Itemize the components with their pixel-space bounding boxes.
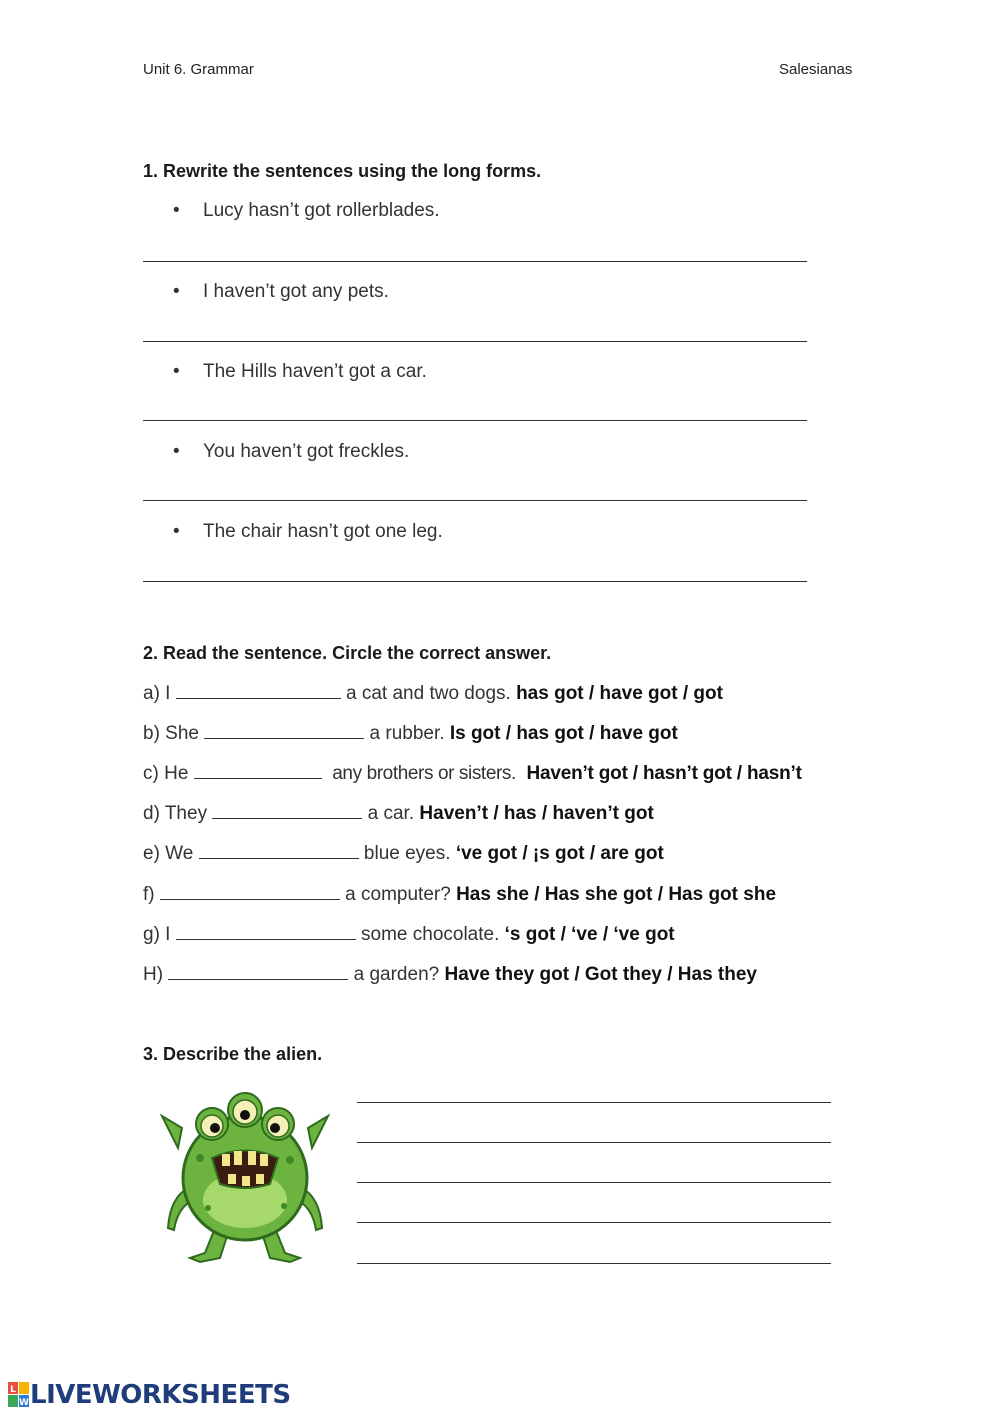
section2-title: 2. Read the sentence. Circle the correct answer.	[143, 643, 552, 663]
answer-blank[interactable]	[212, 802, 362, 819]
answer-options[interactable]: Has she / Has she got / Has got she	[456, 884, 777, 905]
liveworksheets-logo[interactable]	[8, 1380, 291, 1410]
describe-line-2[interactable]	[357, 1142, 831, 1143]
question-row-c: c) He any brothers or sisters. Haven’t got / hasn’t got / hasn’t	[143, 763, 802, 784]
answer-options[interactable]: has got / have got / got	[516, 683, 723, 704]
header-school: Salesianas	[779, 61, 853, 78]
header-unit: Unit 6. Grammar	[143, 61, 254, 78]
describe-line-5[interactable]	[357, 1263, 831, 1264]
liveworksheets-logo-icon	[8, 1382, 30, 1408]
answer-blank[interactable]	[168, 963, 348, 980]
answer-blank[interactable]	[176, 923, 356, 940]
answer-line-1[interactable]	[143, 261, 807, 262]
question-row-a: a) I a cat and two dogs. has got / have got / got	[143, 683, 723, 704]
question-row-h: H) a garden? Have they got / Got they / Has they	[143, 964, 758, 985]
section1-item: • The chair hasn’t got one leg.	[173, 521, 443, 542]
answer-blank[interactable]	[176, 682, 341, 699]
answer-options[interactable]: Is got / has got / have got	[449, 723, 678, 744]
question-row-d: d) They a car. Haven’t / has / haven’t got	[143, 803, 654, 824]
question-row-b: b) She a rubber. Is got / has got / have got	[143, 723, 678, 744]
answer-blank[interactable]	[204, 722, 364, 739]
section1-item: • You haven’t got freckles.	[173, 441, 410, 462]
section1-item: • Lucy hasn’t got rollerblades.	[173, 200, 440, 221]
section3-title: 3. Describe the alien.	[143, 1044, 323, 1064]
answer-options[interactable]: Haven’t got / hasn’t got / hasn’t	[526, 763, 802, 784]
answer-line-3[interactable]	[143, 420, 807, 421]
answer-blank[interactable]	[194, 762, 322, 779]
describe-line-4[interactable]	[357, 1222, 831, 1223]
answer-options[interactable]: ‘s got / ‘ve / ‘ve got	[504, 924, 675, 945]
answer-options[interactable]: Haven’t / has / haven’t got	[419, 803, 654, 824]
liveworksheets-wordmark: LIVEWORKSHEETS	[30, 1380, 291, 1410]
section1-item: • The Hills haven’t got a car.	[173, 361, 427, 382]
question-row-f: f) a computer? Has she / Has she got / Has got she	[143, 884, 777, 905]
svg-text:L: L	[10, 1385, 16, 1395]
answer-blank[interactable]	[199, 842, 359, 859]
question-row-g: g) I some chocolate. ‘s got / ‘ve / ‘ve got	[143, 924, 675, 945]
svg-text:W: W	[19, 1398, 29, 1408]
answer-options[interactable]: Have they got / Got they / Has they	[444, 964, 758, 985]
describe-line-1[interactable]	[357, 1102, 831, 1103]
answer-blank[interactable]	[160, 883, 340, 900]
answer-line-2[interactable]	[143, 341, 807, 342]
describe-line-3[interactable]	[357, 1182, 831, 1183]
alien-picture	[160, 1088, 330, 1268]
answer-options[interactable]: ‘ve got / ¡s got / are got	[455, 843, 664, 864]
section1-item: • I haven’t got any pets.	[173, 281, 389, 302]
answer-line-5[interactable]	[143, 581, 807, 582]
section1-title: 1. Rewrite the sentences using the long forms.	[143, 161, 542, 181]
question-row-e: e) We blue eyes. ‘ve got / ¡s got / are got	[143, 843, 664, 864]
answer-line-4[interactable]	[143, 500, 807, 501]
